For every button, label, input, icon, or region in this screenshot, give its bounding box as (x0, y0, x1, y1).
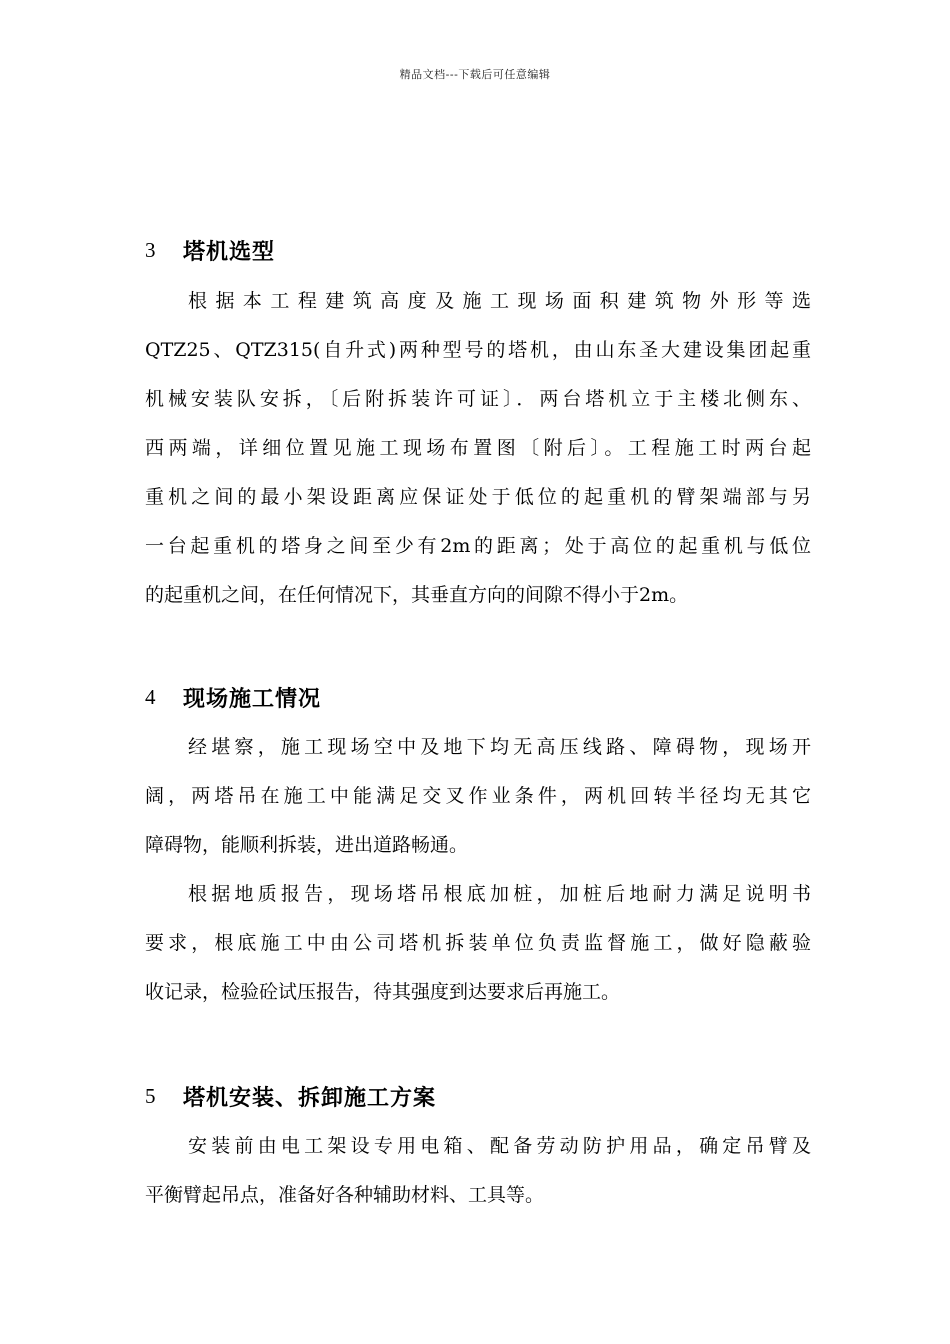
header-note: 精品文档---下载后可任意编辑 (399, 68, 551, 81)
paragraph-line: 根据地质报告，现场塔吊根底加桩，加桩后地耐力满足说明书 (188, 883, 811, 905)
section-number: 4 (145, 684, 156, 709)
paragraph-line: 经堪察，施工现场空中及地下均无高压线路、障碍物，现场开 (188, 736, 811, 758)
section-3 (145, 232, 811, 620)
paragraph-line: 平衡臂起吊点，准备好各种辅助材料、工具等。 (145, 1184, 545, 1206)
paragraph-line: 安装前由电工架设专用电箱、配备劳动防护用品，确定吊臂及 (188, 1135, 811, 1157)
section-heading (145, 679, 811, 715)
paragraph-line: 重机之间的最小架设距离应保证处于低位的起重机的臂架端部与另 (145, 486, 811, 508)
section-heading (145, 1078, 811, 1114)
section-number: 3 (145, 237, 156, 262)
paragraph-line: 机械安装队安拆，〔后附拆装许可证〕．两台塔机立于主楼北侧东、 (145, 388, 811, 410)
section-title: 现场施工情况 (183, 685, 322, 712)
paragraph-line: QTZ25、QTZ315(自升式)两种型号的塔机，由山东圣大建设集团起重 (145, 339, 811, 361)
section-4 (145, 679, 811, 1017)
paragraph-line: 要求，根底施工中由公司塔机拆装单位负责监督施工，做好隐蔽验 (145, 932, 811, 954)
section-heading (145, 232, 811, 268)
paragraph-line: 一台起重机的塔身之间至少有2m的距离；处于高位的起重机与低位 (145, 535, 811, 557)
paragraph-line: 根据本工程建筑高度及施工现场面积建筑物外形等选 (188, 290, 811, 312)
paragraph-line: 西两端，详细位置见施工现场布置图〔附后〕。工程施工时两台起 (145, 437, 811, 459)
section-title: 塔机选型 (183, 238, 276, 265)
section-title: 塔机安装、拆卸施工方案 (183, 1084, 437, 1111)
paragraph-line: 的起重机之间，在任何情况下，其垂直方向的间隙不得小于2m。 (145, 584, 689, 606)
section-number: 5 (145, 1083, 156, 1108)
section-5 (145, 1078, 811, 1220)
paragraph-line: 障碍物，能顺利拆装，进出道路畅通。 (145, 834, 469, 856)
paragraph-line: 阔，两塔吊在施工中能满足交叉作业条件，两机回转半径均无其它 (145, 785, 811, 807)
paragraph-line: 收记录，检验砼试压报告，待其强度到达要求后再施工。 (145, 981, 621, 1003)
